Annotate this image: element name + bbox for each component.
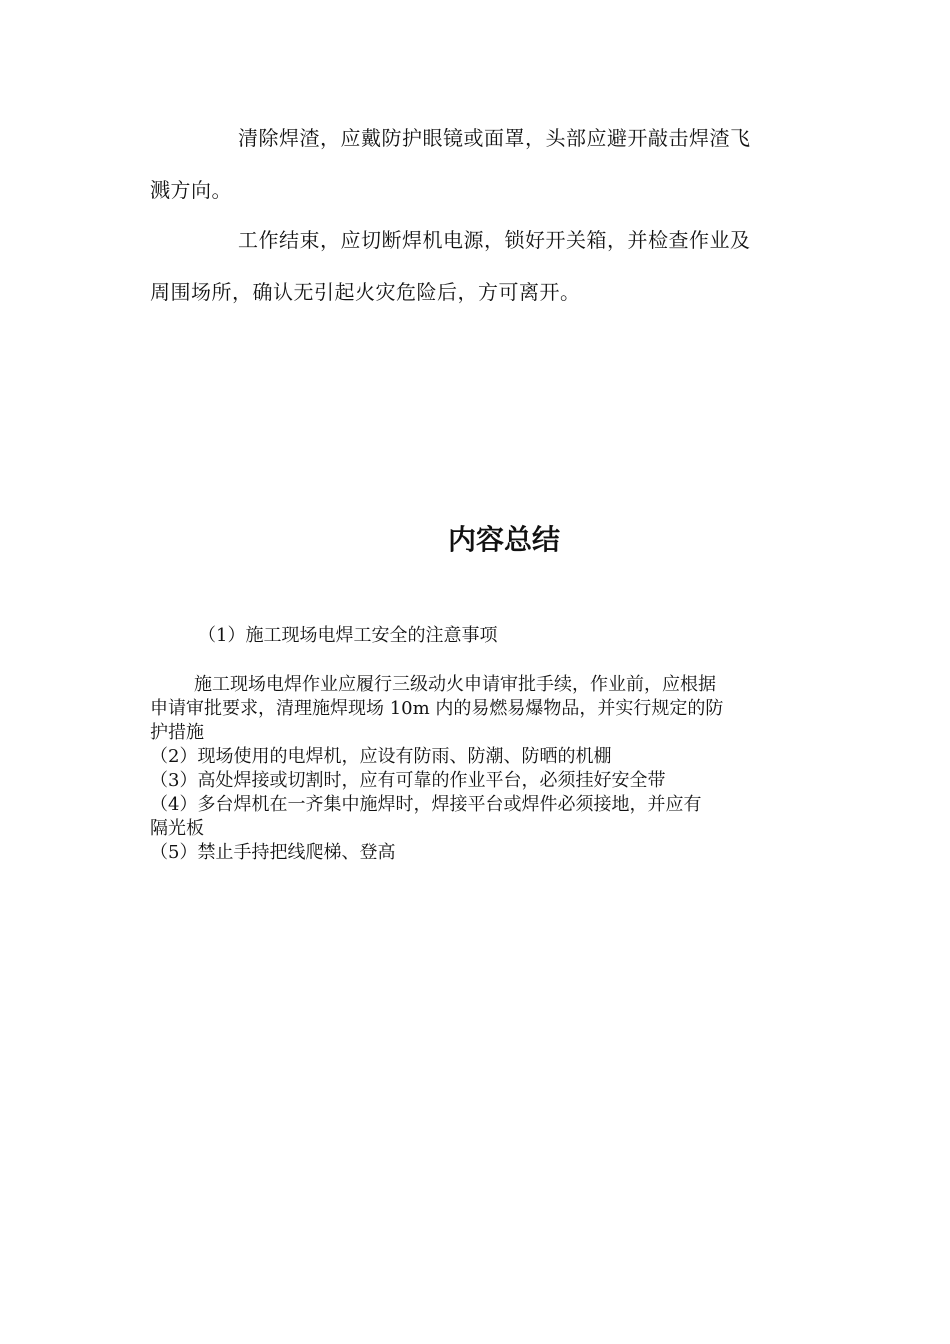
paragraph-line: 工作结束，应切断焊机电源，锁好开关箱，并检查作业及 [238,228,751,252]
paragraph-slag-removal [150,112,800,216]
summary-list [150,673,802,865]
summary-item-5: （5）禁止手持把线爬梯、登高 [150,842,396,863]
paragraph-line: 溅方向。 [150,178,232,202]
summary-item-2: （2）现场使用的电焊机，应设有防雨、防潮、防晒的机棚 [150,746,612,767]
paragraph-line: 清除焊渣，应戴防护眼镜或面罩，头部应避开敲击焊渣飞 [238,126,751,150]
summary-item-4: （4）多台焊机在一齐集中施焊时，焊接平台或焊件必须接地，并应有 [150,794,702,815]
summary-item-1-body: 施工现场电焊作业应履行三级动火申请审批手续，作业前，应根据 [194,674,716,695]
summary-item-4: 隔光板 [150,818,204,839]
summary-item-1-body: 申请审批要求，清理施焊现场 10m 内的易燃易爆物品，并实行规定的防 [150,698,724,719]
summary-title: 内容总结 [447,523,560,556]
summary-item-3: （3）高处焊接或切割时，应有可靠的作业平台，必须挂好安全带 [150,770,666,791]
paragraph-line: 周围场所，确认无引起火灾危险后，方可离开。 [150,280,581,304]
summary-item-1-body: 护措施 [150,722,204,743]
summary-item-1-heading: （1）施工现场电焊工安全的注意事项 [198,625,498,646]
paragraph-work-end [150,214,800,318]
